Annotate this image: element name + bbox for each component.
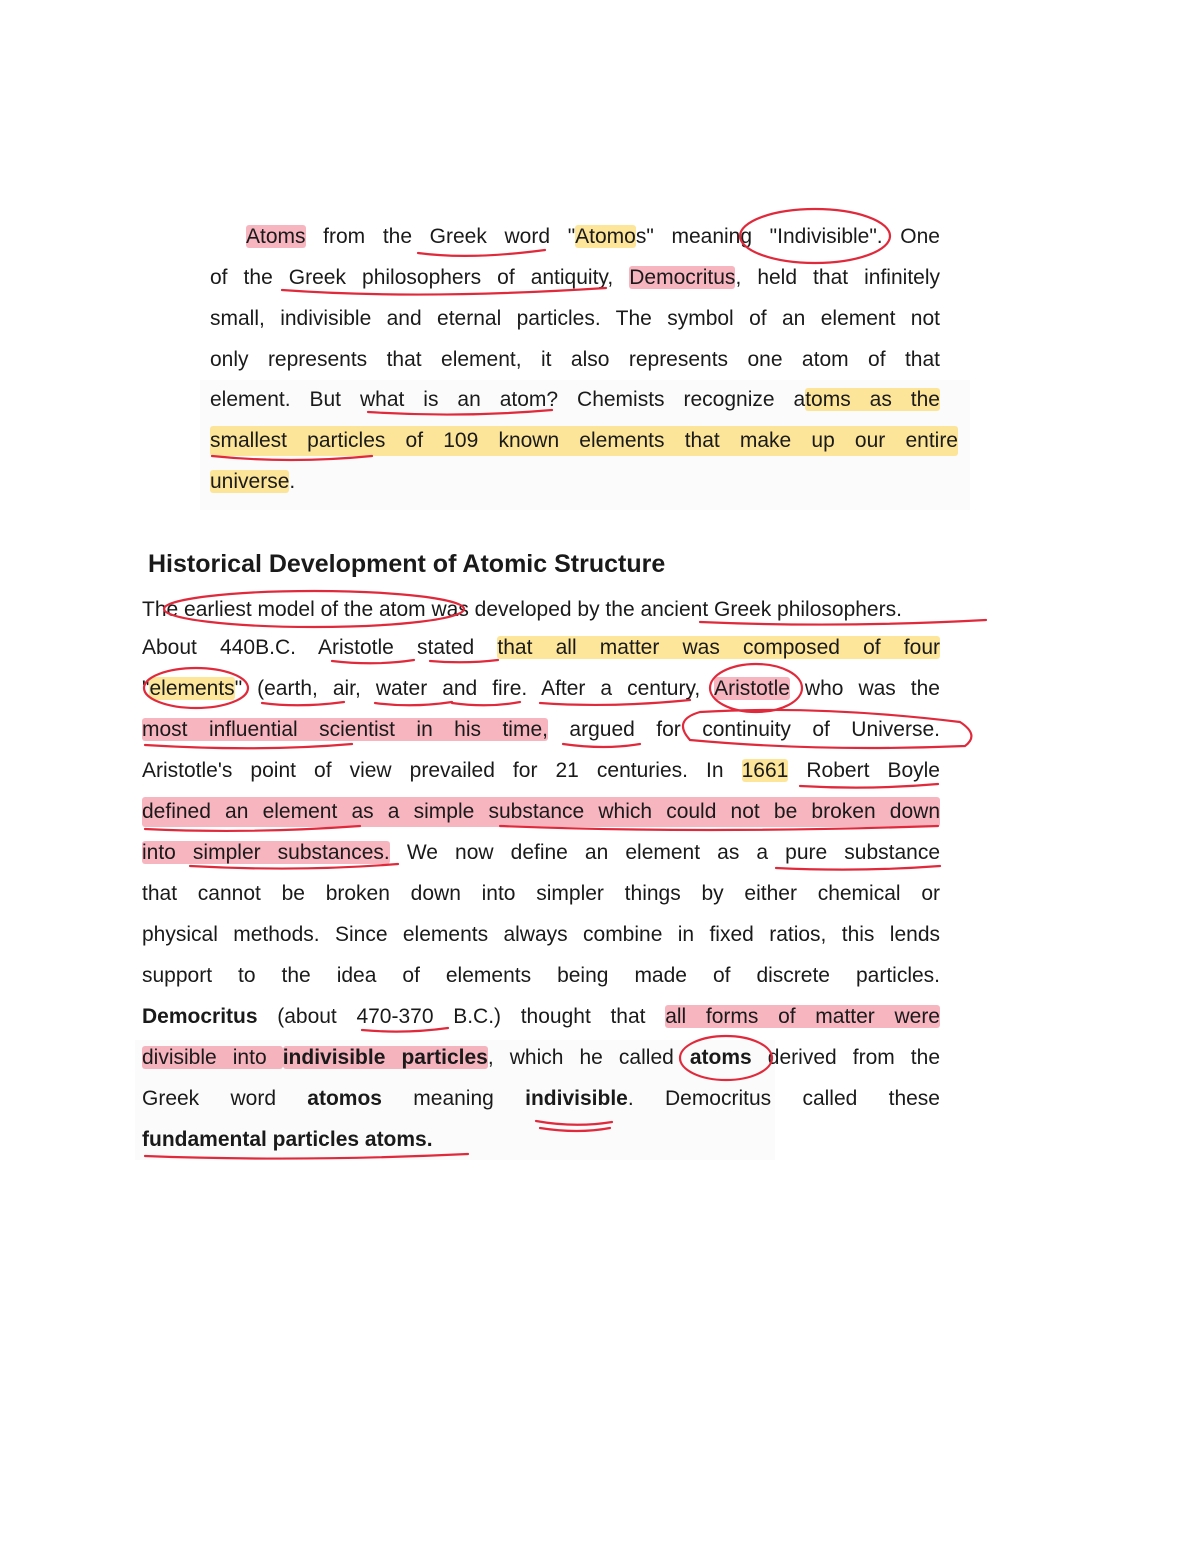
highlight-smallest-particles: smallest particles of 109 known elements that make up our entire <box>210 426 958 456</box>
para2-line-1: The earliest model of the atom was developed by the ancient Greek philosophers. <box>142 598 902 621</box>
highlight-universe: universe <box>210 470 290 493</box>
para1-line-4: only represents that element, it also represents one atom of that <box>210 348 940 371</box>
highlight-most-influential: most influential scientist in his time, <box>142 718 548 741</box>
para2-line-6 <box>142 797 940 827</box>
para2-line-10: support to the idea of elements being made of discrete particles. <box>142 964 940 987</box>
highlight-democritus: Democritus <box>629 266 736 289</box>
para2-line-4 <box>142 715 940 745</box>
para2-line-11 <box>142 1002 940 1032</box>
para2-line-8: that cannot be broken down into simpler things by either chemical or <box>142 882 940 905</box>
text: , held that infinitely <box>735 266 940 289</box>
para1-line-2 <box>210 263 940 293</box>
highlight-atoms: Atoms <box>246 225 306 248</box>
para1-line-3: small, indivisible and eternal particles. The symbol of an element not <box>210 307 940 330</box>
highlight-elements: elements <box>149 677 235 700</box>
highlight-aristotle: Aristotle <box>714 677 790 700</box>
bold-fundamental-particles: fundamental particles atoms. <box>142 1128 433 1151</box>
text: Aristotle's point of view prevailed for 21 centuries. In <box>142 759 742 782</box>
bold-atoms: atoms <box>689 1046 752 1069</box>
text: from the Greek word " <box>305 225 576 248</box>
para1-line-5 <box>210 385 940 415</box>
highlight-divisible: divisible into <box>142 1046 283 1069</box>
highlight-1661: 1661 <box>741 759 789 782</box>
text: About 440B.C. Aristotle stated <box>142 636 498 659</box>
highlight-atoms-as-the: toms as the <box>805 388 940 411</box>
para2-line-9: physical methods. Since elements always combine in fixed ratios, this lends <box>142 923 940 946</box>
bold-atomos: atomos <box>307 1087 382 1110</box>
highlight-defined-element: defined an element as a simple substance which could not be broken down <box>142 797 940 827</box>
text: argued for continuity of Universe. <box>547 718 940 741</box>
text: Robert Boyle <box>788 759 940 782</box>
text: s" meaning "Indivisible". One <box>635 225 940 248</box>
para2-line-5 <box>142 756 940 786</box>
text: meaning <box>381 1087 526 1110</box>
text: " <box>142 677 150 700</box>
bold-indivisible-particles: indivisible particles <box>282 1046 488 1069</box>
para2-line-3 <box>142 674 940 704</box>
text: Greek word <box>142 1087 308 1110</box>
text: We now define an element as a pure substance <box>389 841 940 864</box>
para1-line-6 <box>210 426 958 456</box>
text: . Democritus called these <box>627 1087 940 1110</box>
bold-democritus: Democritus <box>142 1005 258 1028</box>
bold-indivisible: indivisible <box>525 1087 628 1110</box>
text: " (earth, air, water and fire. After a century, <box>234 677 715 700</box>
highlight-simpler-substances: into simpler substances. <box>142 841 390 864</box>
section-heading: Historical Development of Atomic Structure <box>148 550 666 578</box>
text: . <box>289 470 296 493</box>
text: (about 470-370 B.C.) thought that <box>257 1005 666 1028</box>
para2-line-13 <box>142 1084 940 1114</box>
para1-line-7 <box>210 467 295 497</box>
highlight-all-matter: that all matter was composed of four <box>497 636 940 659</box>
highlight-all-forms: all forms of matter were <box>665 1005 940 1028</box>
para2-line-2 <box>142 633 940 663</box>
para2-line-14 <box>142 1125 433 1155</box>
text: who was the <box>789 677 940 700</box>
text: of the Greek philosophers of antiquity, <box>210 266 630 289</box>
para2-line-7 <box>142 838 940 868</box>
highlight-atomo: Atomo <box>575 225 636 248</box>
para2-line-12 <box>142 1043 940 1073</box>
text: element. But what is an atom? Chemists recognize a <box>210 388 806 411</box>
text: derived from the <box>751 1046 941 1069</box>
para1-line-1 <box>246 222 940 252</box>
text: , which he called <box>487 1046 690 1069</box>
